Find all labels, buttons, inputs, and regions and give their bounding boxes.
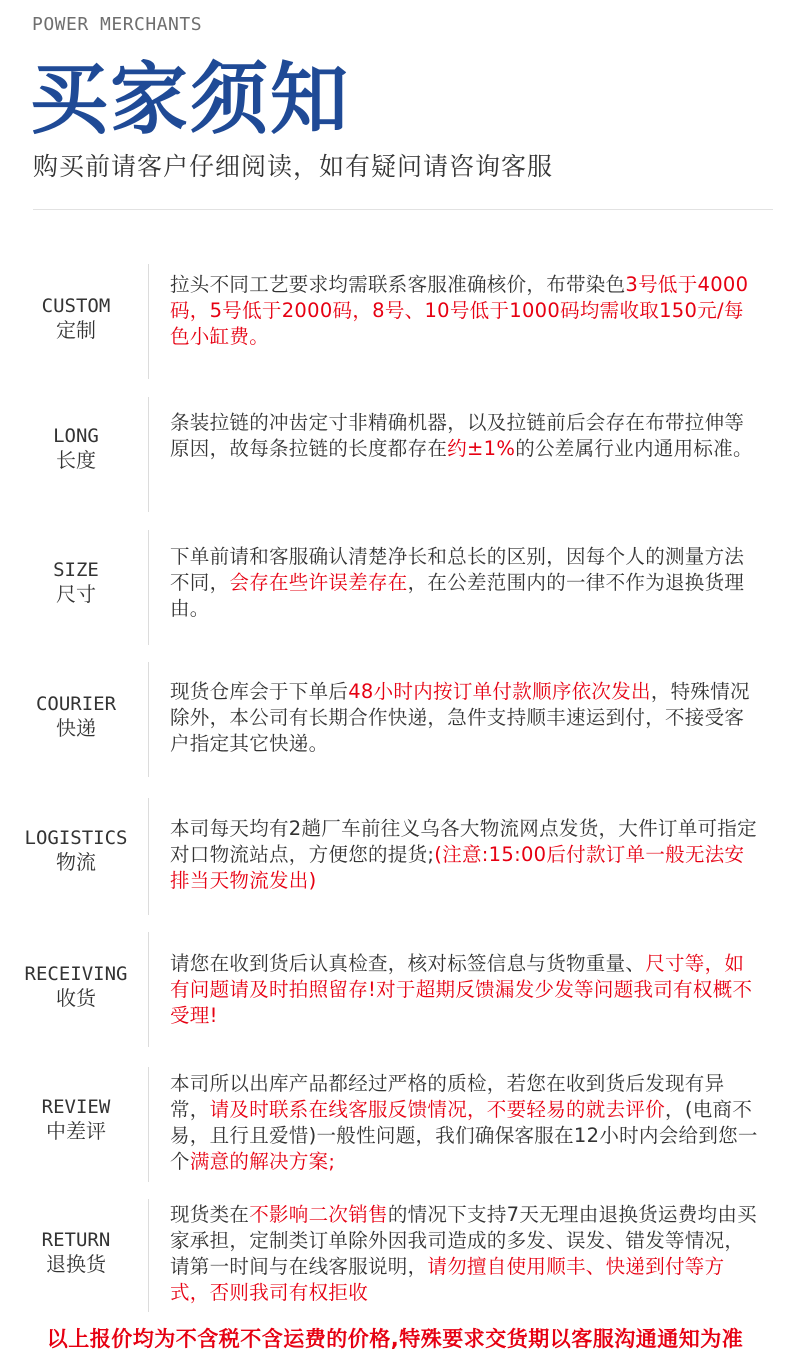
section-divider-line <box>148 932 149 1047</box>
section-label-en: CUSTOM <box>41 295 111 317</box>
section-description <box>170 1202 760 1306</box>
header-divider <box>33 209 773 210</box>
section-label <box>16 558 136 606</box>
section-label <box>16 424 136 472</box>
section-label-cn: 中差评 <box>46 1119 106 1143</box>
description-text: 下单前请和客服确认清楚净长和总长的区别，因每个人的测量方法不同， <box>170 545 745 594</box>
section-label-en: LONG <box>53 425 99 447</box>
description-text: ，(电商不易，且行且爱惜)一般性问题，我们确保客服在12小时内会给到您一个 <box>170 1098 758 1173</box>
description-text: 请您在收到货后认真检查，核对标签信息与货物重量、 <box>170 952 646 975</box>
section-label <box>16 962 136 1010</box>
section-description <box>170 679 760 757</box>
highlight-text: 约±1% <box>447 437 516 460</box>
section-description <box>170 1071 760 1175</box>
section-divider-line <box>148 397 149 512</box>
description-text: 的情况下支持7天无理由退换货运费均由买家承担，定制类订单除外因我司造成的多发、误发、错发等情况，请第一时间与在线客服说明， <box>170 1203 757 1278</box>
highlight-text: 48小时内按订单付款顺序依次发出 <box>348 680 651 703</box>
description-text: 的公差属行业内通用标准。 <box>515 437 753 460</box>
description-text: 拉头不同工艺要求均需联系客服准确核价，布带染色 <box>170 273 626 296</box>
description-text: 条装拉链的冲齿定寸非精确机器，以及拉链前后会存在布带拉伸等原因，故每条拉链的长度都存在 <box>170 411 745 460</box>
highlight-text: 会存在些许误差存在 <box>229 571 408 594</box>
highlight-text: 请勿擅自使用顺丰、快递到付等方式，否则我司有权拒收 <box>170 1255 725 1304</box>
section-label-en: RECEIVING <box>24 963 128 985</box>
page-title: 买家须知 <box>30 55 351 145</box>
section-description <box>170 272 760 350</box>
highlight-text: 不影响二次销售 <box>249 1203 388 1226</box>
section-description <box>170 544 760 622</box>
description-text: 本司每天均有2趟厂车前往义乌各大物流网点发货，大件订单可指定对口物流站点，方便您的提货; <box>170 817 757 866</box>
section-description <box>170 816 760 894</box>
brand-name: POWER MERCHANTS <box>32 14 203 35</box>
section-label <box>16 826 136 874</box>
description-text: ，在公差范围内的一律不作为退换货理由。 <box>170 571 745 620</box>
section-label <box>16 692 136 740</box>
description-text: 本司所以出库产品都经过严格的质检，若您在收到货后发现有异常， <box>170 1072 725 1121</box>
section-label-cn: 退换货 <box>46 1252 106 1276</box>
section-label-en: REVIEW <box>41 1096 111 1118</box>
section-label-cn: 尺寸 <box>56 582 96 606</box>
description-text: 现货仓库会于下单后 <box>170 680 349 703</box>
highlight-text: 3号低于4000码，5号低于2000码，8号、10号低于1000码均需收取150元/每色小缸费。 <box>170 273 749 348</box>
section-description <box>170 951 760 1029</box>
section-label-en: LOGISTICS <box>24 827 128 849</box>
section-label <box>16 1095 136 1143</box>
description-text: ，特殊情况除外，本公司有长期合作快递，急件支持顺丰速运到付，不接受客户指定其它快递。 <box>170 680 750 755</box>
section-label-cn: 物流 <box>56 850 96 874</box>
page-subtitle: 购买前请客户仔细阅读，如有疑问请咨询客服 <box>33 152 554 181</box>
section-label <box>16 1228 136 1276</box>
highlight-text: 请及时联系在线客服反馈情况，不要轻易的就去评价 <box>209 1098 666 1121</box>
highlight-text: (注意:15:00后付款订单一般无法安排当天物流发出) <box>170 843 745 892</box>
highlight-text: 满意的解决方案; <box>189 1150 336 1173</box>
section-description <box>170 410 760 462</box>
description-text: 现货类在 <box>170 1203 250 1226</box>
footer-note: 以上报价均为不含税不含运费的价格,特殊要求交货期以客服沟通通知为准 <box>46 1327 744 1351</box>
section-divider-line <box>148 530 149 645</box>
highlight-text: 尺寸等，如有问题请及时拍照留存!对于超期反馈漏发少发等问题我司有权概不受理! <box>170 952 753 1027</box>
section-divider-line <box>148 264 149 379</box>
section-label-cn: 收货 <box>56 986 96 1010</box>
section-label-en: COURIER <box>35 693 117 715</box>
section-divider-line <box>148 798 149 915</box>
section-divider-line <box>148 1199 149 1312</box>
section-label-cn: 长度 <box>56 448 96 472</box>
section-label-cn: 快递 <box>56 716 96 740</box>
section-divider-line <box>148 662 149 777</box>
section-divider-line <box>148 1067 149 1182</box>
section-label-cn: 定制 <box>56 318 96 342</box>
section-label-en: RETURN <box>41 1229 111 1251</box>
section-label-en: SIZE <box>53 559 99 581</box>
section-label <box>16 294 136 342</box>
